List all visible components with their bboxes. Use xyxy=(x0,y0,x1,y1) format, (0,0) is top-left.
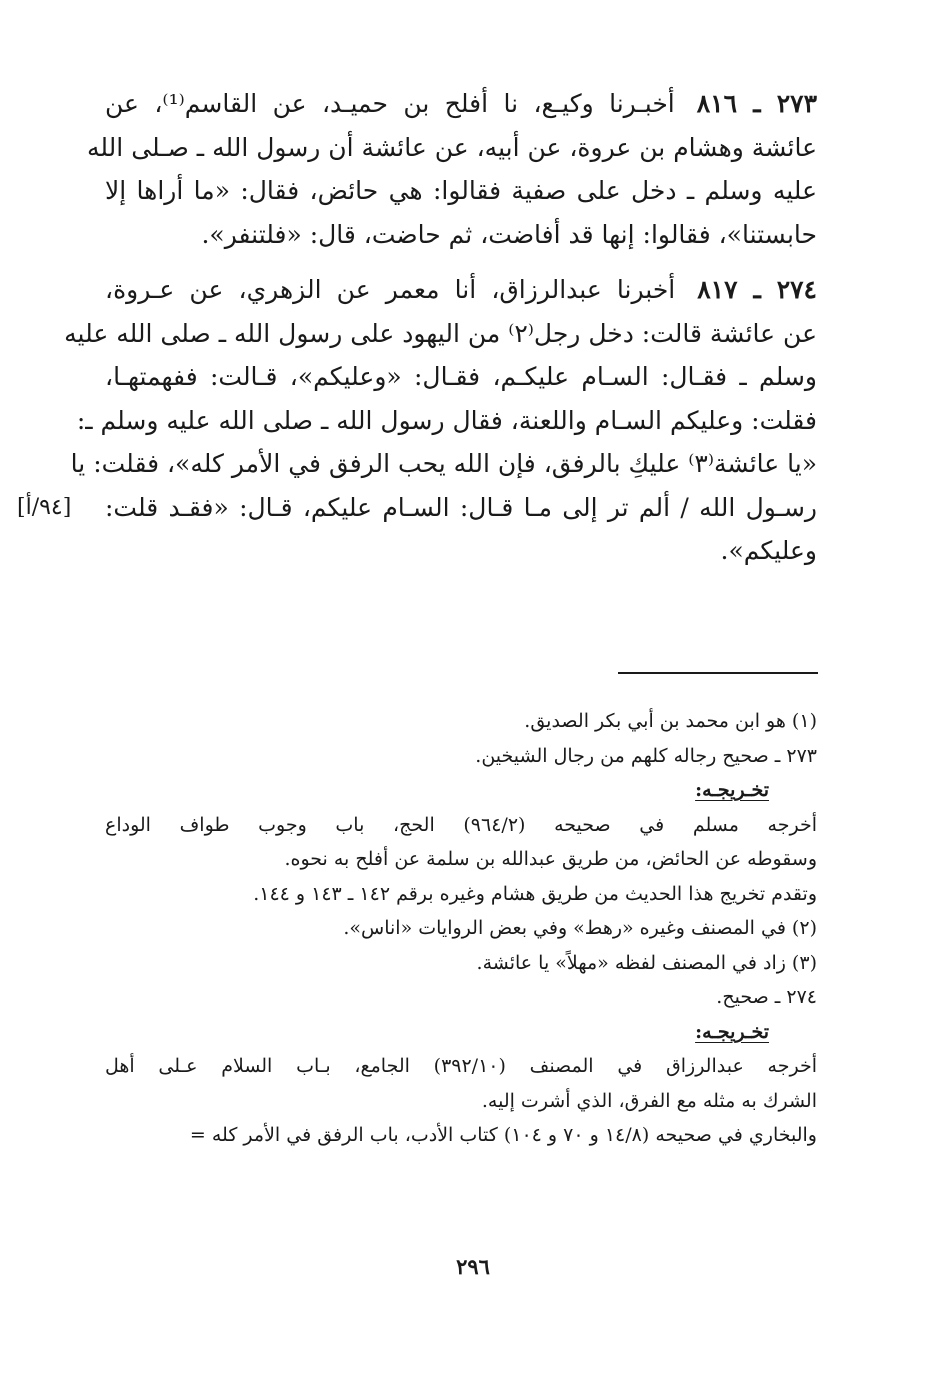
takhrij-heading: تخـريجـه: xyxy=(695,1020,769,1043)
takhrij-heading: تخـريجـه: xyxy=(695,779,769,801)
folio-marker: [٩٤/أ] xyxy=(17,494,72,520)
hadith-line: «يا عائشة⁽٣⁾ عليكِ بالرفق، فإن الله يحب الرفق في الأمر كله»، فقلت: يا xyxy=(70,449,817,478)
hadith-273 xyxy=(87,82,818,256)
hadith-line: عن عائشة قالت: دخل رجل⁽٢⁾ من اليهود على رسول الله ـ صلى الله عليه xyxy=(64,318,817,348)
main-text xyxy=(17,82,818,585)
hadith-line: ٢٧٣ ـ ٨١٦أخبـرنا وكيـع، نا أفلح بن حميـد، عن القاسم⁽¹⁾، عن xyxy=(105,89,818,118)
hadith-line: فقلت: وعليكم السـام واللعنة، فقال رسول الله ـ صلى الله عليه وسلم ـ: xyxy=(76,405,817,435)
takhrij-line: وسقوطه عن الحائض، من طريق عبدالله بن سلمة عن أفلح به نحوه. xyxy=(284,848,817,870)
takhrij-line: وتقدم تخريج هذا الحديث من طريق هشام وغيره برقم ١٤٢ ـ ١٤٣ و ١٤٤. xyxy=(253,882,817,905)
hadith-number: ٢٧٤ ـ ٨١٧ xyxy=(697,275,817,304)
hadith-number: ٢٧٣ ـ ٨١٦ xyxy=(696,89,818,118)
hadith-line: [٩٤/أ] رسـول الله / ألم تر إلى مـا قـال: السـام عليكم، قـال: «فقـد قلت: xyxy=(105,486,817,530)
footnote-2: (٢) في المصنف وغيره «رهط» وفي بعض الروايات «اناس». xyxy=(343,917,817,939)
footnote-divider xyxy=(618,672,818,674)
hadith-line: وسلم ـ فقـال: السـام عليكـم، فقـال: «وعليكم»، قـالت: ففهمتهـا، xyxy=(105,362,817,391)
footnote-1: (١) هو ابن محمد بن أبي بكر الصديق. xyxy=(524,710,817,732)
hadith-line: حابستنا»، فقالوا: إنها قد أفاضت، ثم حاضت، قال: «فلتنفر». xyxy=(201,219,817,249)
takhrij-line: والبخاري في صحيحه (١٤/٨ و ٧٠ و ١٠٤) كتاب الأدب، باب الرفق في الأمر كله = xyxy=(189,1124,817,1146)
footnote-grading-273: ٢٧٣ ـ صحيح رجاله كلهم من رجال الشيخين. xyxy=(475,744,817,767)
takhrij-line: الشرك به مثله مع الفرق، الذي أشرت إليه. xyxy=(481,1089,817,1112)
footnote-3: (٣) زاد في المصنف لفظه «مهلاً» يا عائشة. xyxy=(476,951,817,974)
hadith-line: عليه وسلم ـ دخل على صفية فقالوا: هي حائض، فقال: «ما أراها إلا xyxy=(105,176,817,205)
takhrij-line: أخرجه مسلم في صحيحه (٩٦٤/٢) الحج، باب وجوب طواف الوداع xyxy=(105,813,817,836)
hadith-274 xyxy=(17,268,817,573)
footnotes xyxy=(105,704,817,1153)
footnote-grading-274: ٢٧٤ ـ صحيح. xyxy=(716,986,817,1008)
hadith-line: ٢٧٤ ـ ٨١٧أخبرنا عبدالرزاق، أنا معمر عن الزهري، عن عـروة، xyxy=(105,275,817,304)
takhrij-line: أخرجه عبدالرزاق في المصنف (٣٩٢/١٠) الجامع، بـاب السلام عـلى أهل xyxy=(105,1055,817,1077)
hadith-line: عائشة وهشام بن عروة، عن أبيه، عن عائشة أن رسول الله ـ صـلى الله xyxy=(87,132,817,162)
page-number: ٢٩٦ xyxy=(456,1254,490,1279)
hadith-line: وعليكم». xyxy=(720,536,817,565)
